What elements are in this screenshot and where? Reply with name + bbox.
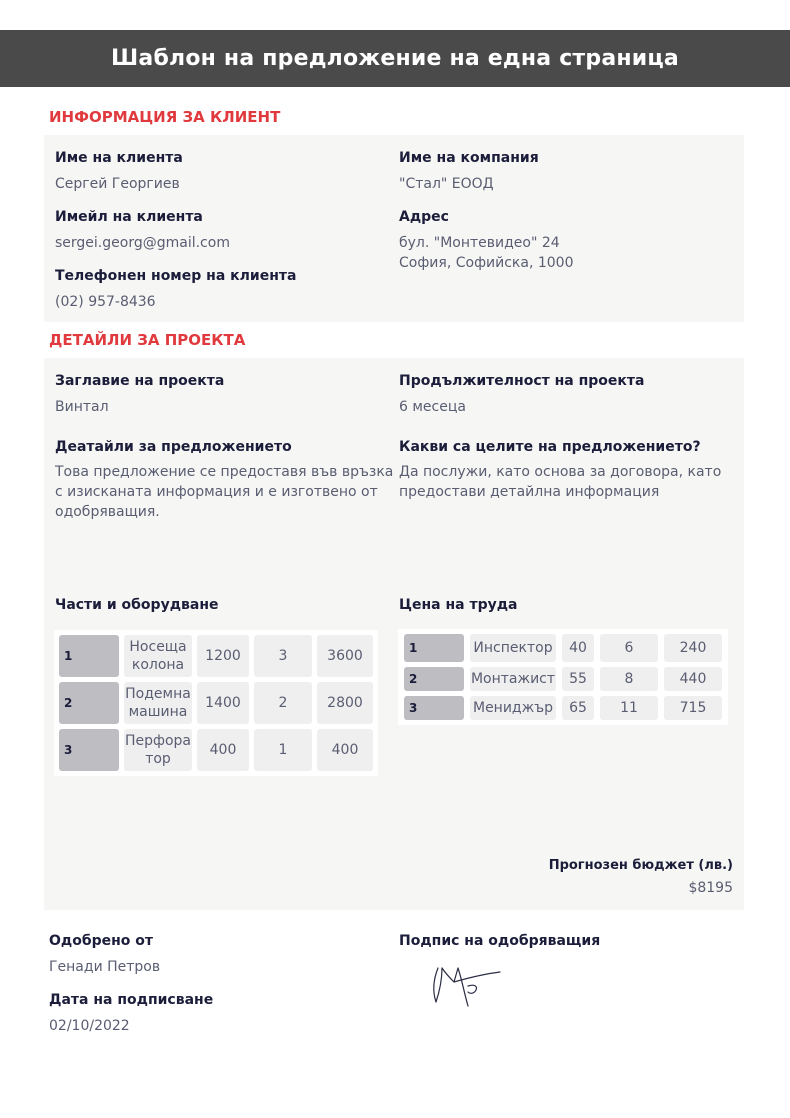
part-name-line: тор	[145, 751, 171, 767]
project-title: Винтал	[55, 399, 109, 415]
table-row	[404, 696, 722, 720]
client-phone-label: Телефонен номер на клиента	[55, 268, 297, 284]
part-name	[124, 682, 192, 724]
part-price: 1400	[197, 682, 249, 724]
part-name	[124, 729, 192, 771]
client-info-panel	[44, 135, 744, 322]
signature-label: Подпис на одобряващия	[399, 933, 601, 949]
parts-table	[54, 630, 378, 776]
signing-date-label: Дата на подписване	[49, 992, 214, 1008]
labor-role: Монтажист	[470, 667, 556, 691]
labor-total: 440	[664, 667, 722, 691]
part-name-line: Носеща	[129, 639, 187, 655]
part-quantity: 2	[254, 682, 312, 724]
project-details-heading: ДЕТАЙЛИ ЗА ПРОЕКТА	[49, 331, 246, 349]
project-duration: 6 месеца	[399, 399, 466, 415]
labor-label: Цена на труда	[399, 597, 518, 613]
labor-total: 240	[664, 634, 722, 662]
budget-value: $8195	[688, 880, 733, 896]
company-name: "Стал" ЕООД	[399, 176, 494, 192]
text-line: Това предложение се предоставя във връзка	[55, 464, 394, 480]
address	[399, 233, 574, 273]
labor-rate: 65	[562, 696, 594, 720]
approved-by: Генади Петров	[49, 959, 161, 975]
client-email: sergei.georg@gmail.com	[55, 235, 230, 251]
row-number: 2	[59, 682, 119, 724]
text-line: одобряващия.	[55, 504, 160, 520]
labor-rate: 55	[562, 667, 594, 691]
client-phone: (02) 957-8436	[55, 294, 156, 310]
part-price: 400	[197, 729, 249, 771]
client-email-label: Имейл на клиента	[55, 209, 203, 225]
part-name-line: Подемна	[125, 686, 191, 702]
labor-role: Мениджър	[470, 696, 556, 720]
project-title-label: Заглавие на проекта	[55, 373, 225, 389]
table-row	[59, 635, 373, 677]
row-number: 3	[404, 696, 464, 720]
part-name-line: Перфора	[124, 733, 192, 749]
part-price: 1200	[197, 635, 249, 677]
table-row	[404, 634, 722, 662]
row-number: 1	[59, 635, 119, 677]
budget-label: Прогнозен бюджет (лв.)	[548, 858, 733, 873]
labor-hours: 8	[600, 667, 658, 691]
labor-table	[398, 629, 728, 725]
row-number: 2	[404, 667, 464, 691]
proposal-goals-label: Какви са целите на предложението?	[399, 439, 701, 455]
approved-by-label: Одобрено от	[49, 933, 154, 949]
project-duration-label: Продължителност на проекта	[399, 373, 645, 389]
address-label: Адрес	[399, 209, 449, 225]
text-line: с изисканата информация и е изготвено от	[55, 484, 378, 500]
parts-label: Части и оборудване	[55, 597, 219, 613]
client-info-heading: ИНФОРМАЦИЯ ЗА КЛИЕНТ	[49, 108, 281, 126]
labor-hours: 11	[600, 696, 658, 720]
proposal-details-label: Деатайли за предложението	[55, 439, 292, 455]
client-name-label: Име на клиента	[55, 150, 183, 166]
labor-role: Инспектор	[470, 634, 556, 662]
table-row	[59, 682, 373, 724]
part-total: 400	[317, 729, 373, 771]
proposal-goals	[399, 462, 721, 502]
signing-date: 02/10/2022	[49, 1018, 130, 1034]
labor-rate: 40	[562, 634, 594, 662]
part-total: 3600	[317, 635, 373, 677]
part-total: 2800	[317, 682, 373, 724]
row-number: 3	[59, 729, 119, 771]
address-line: бул. "Монтевидео" 24	[399, 235, 560, 251]
handwritten-signature	[428, 960, 508, 1010]
company-label: Име на компания	[399, 150, 539, 166]
labor-hours: 6	[600, 634, 658, 662]
part-quantity: 1	[254, 729, 312, 771]
page-title: Шаблон на предложение на една страница	[0, 30, 790, 87]
part-name-line: машина	[128, 704, 188, 720]
part-name	[124, 635, 192, 677]
part-name-line: колона	[131, 657, 185, 673]
text-line: Да послужи, като основа за договора, като	[399, 464, 722, 480]
text-line: предостави детайлна информация	[399, 484, 660, 500]
proposal-details	[55, 462, 393, 522]
part-quantity: 3	[254, 635, 312, 677]
address-line: София, Софийска, 1000	[399, 255, 574, 271]
table-row	[404, 667, 722, 691]
table-row	[59, 729, 373, 771]
row-number: 1	[404, 634, 464, 662]
labor-total: 715	[664, 696, 722, 720]
project-details-panel	[44, 358, 744, 910]
client-name: Сергей Георгиев	[55, 176, 180, 192]
